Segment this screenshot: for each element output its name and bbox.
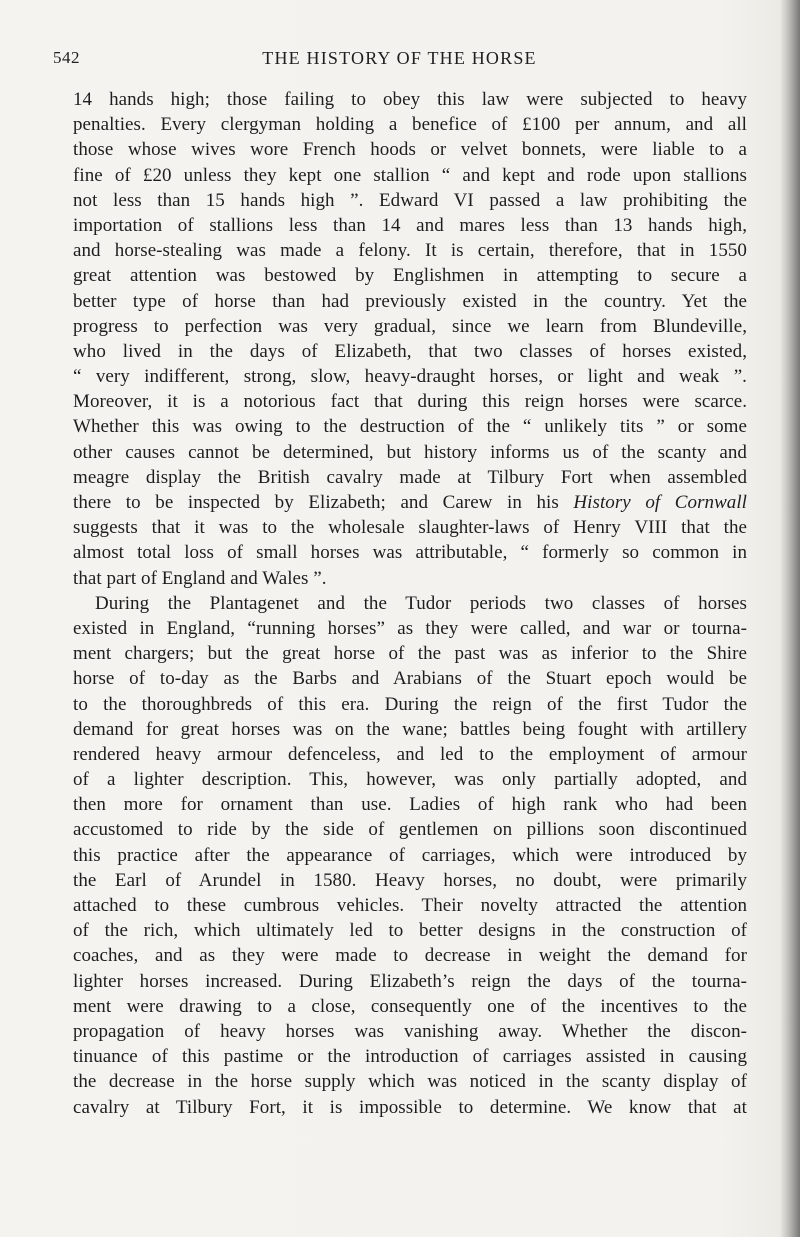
text-line: those whose wives wore French hoods or velvet bonnets, were liable to a [73, 139, 747, 161]
text-line: this practice after the appearance of carriages, which were introduced by [73, 844, 747, 866]
text-line-start: there to be inspected by Elizabeth; and Carew in his [73, 492, 559, 513]
running-head [53, 48, 746, 72]
text-line: propagation of heavy horses was vanishing away. Whether the discon- [73, 1020, 747, 1042]
text-line: progress to perfection was very gradual, since we learn from Blundeville, [73, 315, 747, 337]
text-line: importation of stallions less than 14 and mares less than 13 hands high, [73, 214, 747, 236]
text-line: Whether this was owing to the destruction of the “ unlikely tits ” or some [73, 416, 747, 438]
text-line: attached to these cumbrous vehicles. Their novelty attracted the attention [73, 895, 747, 916]
text-line: accustomed to ride by the side of gentlemen on pillions soon discontinued [73, 819, 747, 841]
body-text [73, 87, 747, 1120]
text-line: of the rich, which ultimately led to better designs in the construction of [73, 920, 747, 942]
text-line: rendered heavy armour defenceless, and led to the employment of armour [73, 743, 747, 765]
text-line: lighter horses increased. During Elizabeth’s reign the days of the tourna- [73, 970, 747, 992]
text-line: demand for great horses was on the wane; battles being fought with artillery [73, 718, 747, 740]
text-line: “ very indifferent, strong, slow, heavy-draught horses, or light and weak ”. [73, 366, 747, 388]
text-line: then more for ornament than use. Ladies of high rank who had been [73, 794, 747, 816]
text-line: Moreover, it is a notorious fact that during this reign horses were scarce. [73, 391, 747, 413]
page-binding-shadow [780, 0, 800, 1237]
text-line: horse of to-day as the Barbs and Arabians of the Stuart epoch would be [73, 668, 747, 690]
text-line: the Earl of Arundel in 1580. Heavy horses, no doubt, were primarily [73, 869, 747, 891]
text-line: ment were drawing to a close, consequently one of the incentives to the [73, 995, 747, 1017]
text-line: 14 hands high; those failing to obey this law were subjected to heavy [73, 89, 747, 110]
text-line: cavalry at Tilbury Fort, it is impossible to determine. We know that at [73, 1096, 747, 1118]
text-line: ment chargers; but the great horse of the past was as inferior to the Shire [73, 643, 747, 665]
text-line: coaches, and as they were made to decrease in weight the demand for [73, 945, 747, 967]
text-line: meagre display the British cavalry made at Tilbury Fort when assembled [73, 466, 747, 488]
running-title: THE HISTORY OF THE HORSE [262, 48, 537, 68]
paragraph-end-line: that part of England and Wales ”. [73, 567, 327, 589]
paragraph-start-line: During the Plantagenet and the Tudor periods two classes of horses [95, 592, 747, 614]
text-line: to the thoroughbreds of this era. During the reign of the first Tudor the [73, 693, 747, 715]
text-line: great attention was bestowed by Englishmen in attempting to secure a [73, 265, 747, 287]
text-line: and horse-stealing was made a felony. It is certain, therefore, that in 1550 [73, 240, 747, 262]
text-line: of a lighter description. This, however, was only partially adopted, and [73, 769, 747, 791]
book-title-history-of-cornwall: History of Cornwall [573, 492, 747, 513]
page-number: 542 [53, 48, 80, 67]
text-line: tinuance of this pastime or the introduction of carriages assisted in causing [73, 1046, 747, 1068]
text-line-with-italic-title [73, 490, 747, 515]
text-line: the decrease in the horse supply which was noticed in the scanty display of [73, 1071, 747, 1093]
text-line: who lived in the days of Elizabeth, that two classes of horses existed, [73, 340, 747, 362]
text-line: fine of £20 unless they kept one stallion “ and kept and rode upon stallions [73, 164, 747, 186]
text-line: penalties. Every clergyman holding a benefice of £100 per annum, and all [73, 114, 747, 136]
text-line: almost total loss of small horses was attributable, “ formerly so common in [73, 542, 747, 564]
text-line: other causes cannot be determined, but history informs us of the scanty and [73, 441, 747, 463]
text-line: better type of horse than had previously existed in the country. Yet the [73, 290, 747, 312]
text-line: suggests that it was to the wholesale slaughter-laws of Henry VIII that the [73, 517, 747, 539]
text-line: existed in England, “running horses” as they were called, and war or tourna- [73, 617, 747, 639]
text-line: not less than 15 hands high ”. Edward VI passed a law prohibiting the [73, 189, 747, 211]
